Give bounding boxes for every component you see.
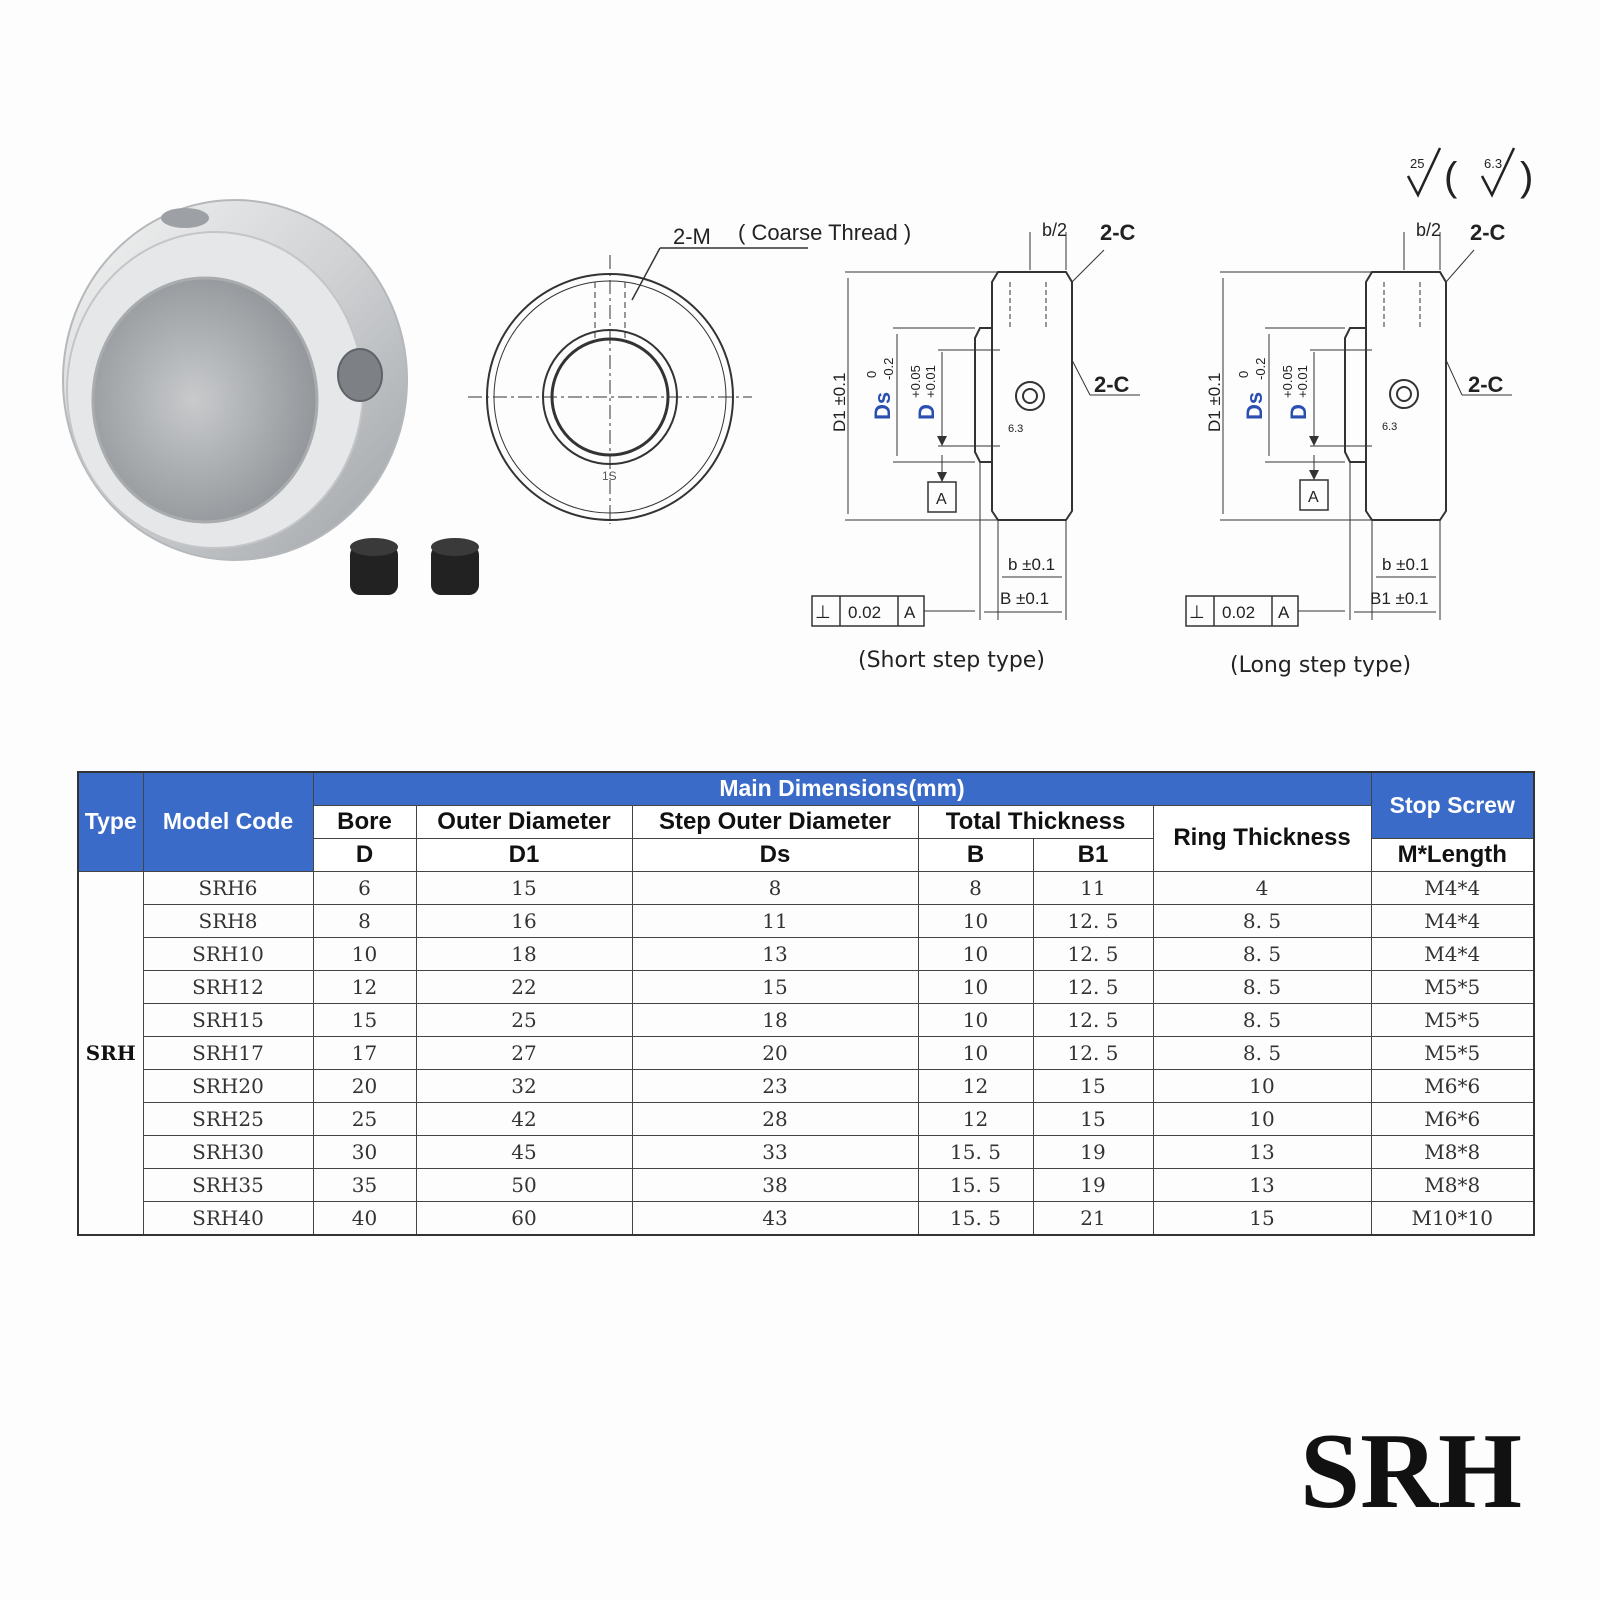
table-cell: M6*6 (1371, 1069, 1534, 1102)
table-cell: SRH20 (143, 1069, 313, 1102)
header-model-code: Model Code (143, 772, 313, 871)
table-cell: M6*6 (1371, 1102, 1534, 1135)
roughness-25: 25 (1410, 156, 1425, 171)
header-total-b1: B1 (1033, 838, 1153, 871)
datum-a: A (1308, 489, 1319, 506)
table-cell: 19 (1033, 1135, 1153, 1168)
header-bore-symbol: D (313, 838, 416, 871)
table-row (78, 1003, 1534, 1036)
B-dim-label: B ±0.1 (1000, 589, 1050, 608)
table-cell: 12. 5 (1033, 1003, 1153, 1036)
table-cell: 25 (313, 1102, 416, 1135)
header-main-dimensions: Main Dimensions(mm) (313, 772, 1371, 805)
table-cell: 11 (1033, 871, 1153, 904)
header-outer-diameter: Outer Diameter (416, 805, 632, 838)
ds-tol-lower: -0.2 (1253, 357, 1268, 380)
table-cell: 10 (918, 970, 1033, 1003)
table-cell: M5*5 (1371, 970, 1534, 1003)
d-tol-lower: +0.01 (923, 365, 938, 398)
table-cell: SRH17 (143, 1036, 313, 1069)
table-cell: M5*5 (1371, 1036, 1534, 1069)
table-cell: 10 (1153, 1102, 1371, 1135)
table-cell: SRH6 (143, 871, 313, 904)
table-cell: 19 (1033, 1168, 1153, 1201)
table-cell: 12 (918, 1069, 1033, 1102)
table-cell: 8. 5 (1153, 1003, 1371, 1036)
table-cell: 18 (632, 1003, 918, 1036)
short-step-side-view (812, 220, 1140, 626)
table-cell: 6 (313, 871, 416, 904)
table-cell: 15. 5 (918, 1168, 1033, 1201)
table-cell: 15 (313, 1003, 416, 1036)
table-cell: 22 (416, 970, 632, 1003)
table-cell: 8. 5 (1153, 904, 1371, 937)
table-cell: 12. 5 (1033, 904, 1153, 937)
b-half-label: b/2 (1042, 220, 1068, 240)
table-cell: 25 (416, 1003, 632, 1036)
b-dim-label: b ±0.1 (1008, 555, 1056, 574)
chamfer-label-mid: 2-C (1094, 372, 1130, 397)
table-row (78, 1102, 1534, 1135)
datum-a: A (936, 491, 947, 508)
ds-label: Ds (870, 391, 895, 420)
table-cell: SRH35 (143, 1168, 313, 1201)
header-type: Type (78, 772, 143, 871)
table-cell: M5*5 (1371, 1003, 1534, 1036)
table-cell: 10 (918, 937, 1033, 970)
d1-label: D1 ±0.1 (1205, 372, 1224, 432)
header-total-thickness: Total Thickness (918, 805, 1153, 838)
table-cell: M4*4 (1371, 871, 1534, 904)
table-cell: 4 (1153, 871, 1371, 904)
table-cell: 42 (416, 1102, 632, 1135)
table-cell: 15 (1033, 1102, 1153, 1135)
table-cell: 12. 5 (1033, 937, 1153, 970)
table-cell: 17 (313, 1036, 416, 1069)
table-cell: 10 (918, 1036, 1033, 1069)
table-cell: 30 (313, 1135, 416, 1168)
table-cell: 10 (313, 937, 416, 970)
ds-tol-lower: -0.2 (881, 357, 896, 380)
type-cell: SRH (78, 871, 143, 1235)
table-cell: SRH40 (143, 1201, 313, 1235)
roughness-mark: 6.3 (1382, 421, 1398, 433)
d1-label: D1 ±0.1 (830, 372, 849, 432)
table-cell: 12 (313, 970, 416, 1003)
perp-symbol: ⊥ (815, 602, 831, 622)
long-step-side-view (1186, 220, 1512, 626)
table-cell: 8 (632, 871, 918, 904)
table-cell: 40 (313, 1201, 416, 1235)
table-cell: SRH25 (143, 1102, 313, 1135)
hole-mark: 1S (602, 469, 617, 483)
table-cell: 12. 5 (1033, 1036, 1153, 1069)
chamfer-label-mid: 2-C (1468, 372, 1504, 397)
header-bore: Bore (313, 805, 416, 838)
dimension-table (77, 771, 1535, 1236)
table-cell: 16 (416, 904, 632, 937)
thread-note: ( Coarse Thread ) (738, 220, 912, 245)
table-cell: M4*4 (1371, 904, 1534, 937)
table-cell: 12. 5 (1033, 970, 1153, 1003)
d-tol-upper: +0.05 (1280, 365, 1295, 398)
table-row (78, 1201, 1534, 1235)
table-cell: 20 (632, 1036, 918, 1069)
table-cell: 12 (918, 1102, 1033, 1135)
d-label: D (1286, 404, 1311, 420)
table-cell: SRH8 (143, 904, 313, 937)
perp-symbol: ⊥ (1189, 602, 1205, 622)
table-cell: 43 (632, 1201, 918, 1235)
paren-open: ( (1444, 155, 1458, 199)
perp-tolerance: 0.02 (848, 603, 882, 622)
table-cell: 35 (313, 1168, 416, 1201)
paren-close: ) (1520, 155, 1534, 199)
table-cell: 8. 5 (1153, 970, 1371, 1003)
d-tol-lower: +0.01 (1295, 365, 1310, 398)
table-cell: 13 (1153, 1135, 1371, 1168)
table-cell: 20 (313, 1069, 416, 1102)
thread-label: 2-M (673, 224, 711, 249)
table-cell: 15. 5 (918, 1135, 1033, 1168)
table-cell: 15 (632, 970, 918, 1003)
roughness-63: 6.3 (1484, 156, 1503, 171)
table-row (78, 937, 1534, 970)
table-cell: SRH30 (143, 1135, 313, 1168)
table-cell: 23 (632, 1069, 918, 1102)
perp-datum: A (1278, 603, 1290, 622)
header-step-symbol: Ds (632, 838, 918, 871)
header-screw-symbol: M*Length (1371, 838, 1534, 871)
table-cell: M10*10 (1371, 1201, 1534, 1235)
table-cell: 38 (632, 1168, 918, 1201)
chamfer-label-top: 2-C (1470, 220, 1506, 245)
table-cell: 60 (416, 1201, 632, 1235)
long-step-caption: (Long step type) (1230, 653, 1412, 678)
table-cell: 50 (416, 1168, 632, 1201)
shaft-collar-photo (63, 200, 407, 560)
table-cell: M4*4 (1371, 937, 1534, 970)
table-cell: 10 (918, 1003, 1033, 1036)
perp-datum: A (904, 603, 916, 622)
roughness-mark: 6.3 (1008, 423, 1024, 435)
table-cell: SRH12 (143, 970, 313, 1003)
table-cell: SRH10 (143, 937, 313, 970)
table-row (78, 1168, 1534, 1201)
table-cell: 8 (313, 904, 416, 937)
table-cell: 8 (918, 871, 1033, 904)
table-row (78, 1036, 1534, 1069)
short-step-caption: (Short step type) (858, 648, 1045, 673)
table-cell: 27 (416, 1036, 632, 1069)
set-screw-icon (350, 538, 479, 595)
table-cell: 13 (1153, 1168, 1371, 1201)
ds-tol-upper: 0 (864, 370, 879, 378)
ds-label: Ds (1242, 391, 1267, 420)
table-cell: 32 (416, 1069, 632, 1102)
d-tol-upper: +0.05 (908, 365, 923, 398)
table-row (78, 970, 1534, 1003)
table-cell: M8*8 (1371, 1135, 1534, 1168)
perp-tolerance: 0.02 (1222, 603, 1256, 622)
table-cell: M8*8 (1371, 1168, 1534, 1201)
series-label: SRH (1300, 1412, 1523, 1531)
header-total-b: B (918, 838, 1033, 871)
header-stop-screw: Stop Screw (1371, 772, 1534, 838)
table-cell: 13 (632, 937, 918, 970)
table-cell: 28 (632, 1102, 918, 1135)
table-cell: 15 (416, 871, 632, 904)
B1-dim-label: B1 ±0.1 (1370, 589, 1429, 608)
table-cell: 10 (918, 904, 1033, 937)
table-cell: 10 (1153, 1069, 1371, 1102)
table-cell: 33 (632, 1135, 918, 1168)
table-cell: 45 (416, 1135, 632, 1168)
header-outer-symbol: D1 (416, 838, 632, 871)
table-row (78, 871, 1534, 904)
front-view-drawing (468, 248, 808, 524)
chamfer-label-top: 2-C (1100, 220, 1136, 245)
table-cell: 15. 5 (918, 1201, 1033, 1235)
b-dim-label: b ±0.1 (1382, 555, 1430, 574)
d-label: D (914, 404, 939, 420)
table-cell: 15 (1033, 1069, 1153, 1102)
header-ring-thickness: Ring Thickness (1153, 805, 1371, 871)
surface-roughness-symbol (1408, 148, 1533, 199)
table-cell: 8. 5 (1153, 1036, 1371, 1069)
table-cell: 18 (416, 937, 632, 970)
table-cell: SRH15 (143, 1003, 313, 1036)
table-row (78, 904, 1534, 937)
ds-tol-upper: 0 (1236, 370, 1251, 378)
b-half-label: b/2 (1416, 220, 1442, 240)
table-cell: 15 (1153, 1201, 1371, 1235)
table-cell: 21 (1033, 1201, 1153, 1235)
table-cell: 11 (632, 904, 918, 937)
table-cell: 8. 5 (1153, 937, 1371, 970)
table-row (78, 1135, 1534, 1168)
header-step-outer-diameter: Step Outer Diameter (632, 805, 918, 838)
table-row (78, 1069, 1534, 1102)
